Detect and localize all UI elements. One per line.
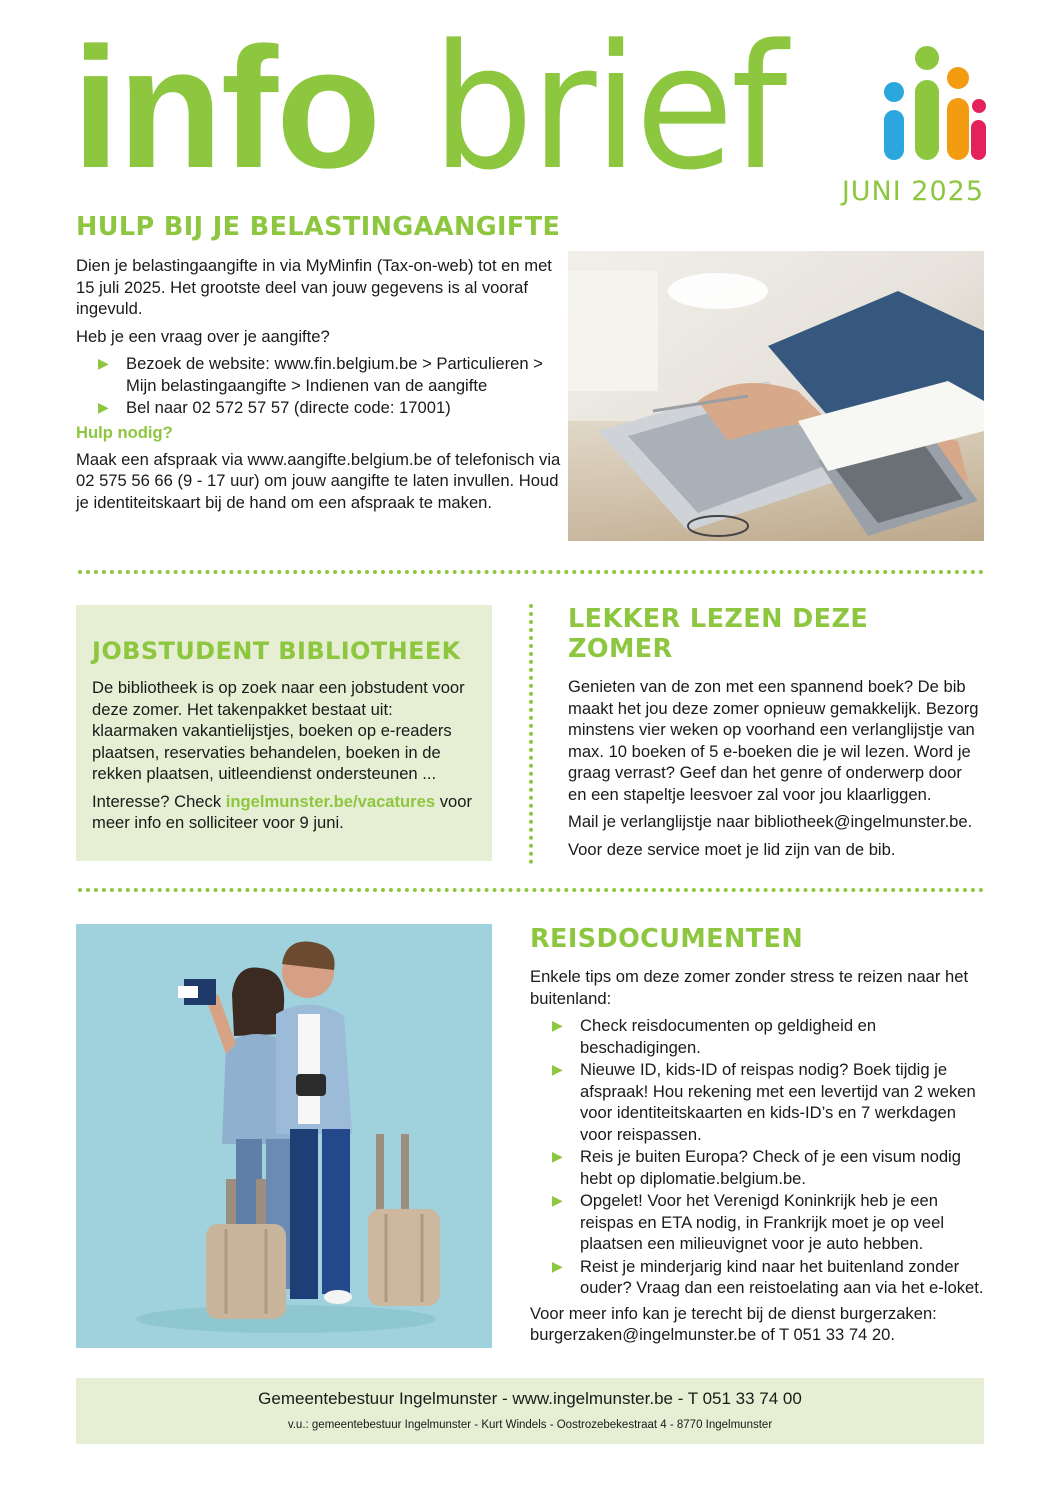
tax-paragraph-3: Maak een afspraak via www.aangifte.belgium.be of telefonisch via 02 575 56 66 (9 - 17 uur) om jouw aangifte te laten invullen. Houd je identiteitskaart bij de hand om een afspraak te maken. <box>76 449 561 512</box>
travel-photo <box>76 924 492 1348</box>
people-logo-icon <box>880 44 986 162</box>
bullet-arrow-icon: ▶ <box>552 1061 563 1077</box>
travel-section <box>530 924 986 1352</box>
list-item: ▶ Bel naar 02 572 57 57 (directe code: 17001) <box>98 398 451 417</box>
tax-bullet-list <box>76 353 566 419</box>
list-item: ▶ Reist je minderjarig kind naar het buitenland zonder ouder? Vraag dan een reistoelating aan via het e-loket. <box>552 1256 984 1297</box>
reading-paragraph-2: Mail je verlanglijstje naar bibliotheek@ingelmunster.be. <box>568 812 973 831</box>
bullet-arrow-icon: ▶ <box>98 399 109 415</box>
travel-paragraph-1: Enkele tips om deze zomer zonder stress te reizen naar het buitenland: <box>530 967 969 1008</box>
masthead-title-bold: info <box>72 12 380 204</box>
issue-date: JUNI 2025 <box>841 176 984 207</box>
footer-publisher: v.u.: gemeentebestuur Ingelmunster - Kurt Windels - Oostrozebekestraat 4 - 8770 Ingelmunster <box>287 1419 773 1431</box>
jobstudent-heading: JOBSTUDENT BIBLIOTHEEK <box>92 637 461 665</box>
bullet-arrow-icon: ▶ <box>552 1257 563 1274</box>
tax-paragraph-1: Dien je belastingaangifte in via MyMinfin (Tax-on-web) tot en met 15 juli 2025. Het grootste deel van jouw gegevens is al vooraf ingevuld. <box>76 256 552 318</box>
column-divider <box>529 604 533 864</box>
bullet-arrow-icon: ▶ <box>98 355 109 371</box>
jobstudent-paragraph-2: Interesse? Check ingelmunster.be/vacatures voor meer info en solliciteer voor 9 juni. <box>92 791 472 832</box>
section-divider <box>78 570 984 574</box>
list-item: ▶ Opgelet! Voor het Verenigd Koninkrijk heb je een reispas en ETA nodig, in Frankrijk moet je op veel plaatsen een milieuvignet voor je auto hebben. <box>552 1191 945 1253</box>
vacatures-link[interactable]: ingelmunster.be/vacatures <box>225 791 436 811</box>
list-item: ▶ Bezoek de website: www.fin.belgium.be > Particulieren > Mijn belastingaangifte > Indienen van de aangifte <box>98 354 543 395</box>
reading-heading: LEKKER LEZEN DEZE ZOMER <box>568 604 869 664</box>
footer <box>76 1378 984 1444</box>
tax-photo <box>568 251 984 541</box>
tax-heading: HULP BIJ JE BELASTINGAANGIFTE <box>76 212 561 242</box>
tax-paragraph-2: Heb je een vraag over je aangifte? <box>76 326 330 346</box>
list-item: ▶ Nieuwe ID, kids-ID of reispas nodig? Boek tijdig je afspraak! Hou rekening met een levertijd van 2 weken voor identiteitskaarten en kids-ID’s en 7 werkdagen voor reispassen. <box>552 1060 976 1144</box>
list-item: ▶ Reis je buiten Europa? Check of je een visum nodig hebt op diplomatie.belgium.be. <box>552 1147 961 1188</box>
section-divider <box>78 888 984 892</box>
tax-section <box>76 212 566 519</box>
jobstudent-paragraph-1: De bibliotheek is op zoek naar een jobstudent voor deze zomer. Het takenpakket bestaat uit: klaarmaken vakantielijstjes, boeken op e-readers plaatsen, reservaties behandelen, boeken in de rekken plaatsen, uitleendienst ondersteunen ... <box>92 678 465 783</box>
reading-section <box>568 604 982 866</box>
footer-contact: Gemeentebestuur Ingelmunster - www.ingelmunster.be - T 051 33 74 00 <box>258 1389 802 1408</box>
bullet-arrow-icon: ▶ <box>552 1148 563 1164</box>
reading-paragraph-1: Genieten van de zon met een spannend boek? De bib maakt het jou deze zomer opnieuw gemakkelijk. Bezorg minstens vier weken op voorhand een verlanglijstje van max. 10 boeken of 5 e-boeken die je wil lezen. Word je graag verrast? Geef dan het genre of onderwerp door en een stapeltje leesvoer zal voor jou klaarliggen. <box>568 677 979 804</box>
bullet-arrow-icon: ▶ <box>552 1017 563 1033</box>
travel-paragraph-2: Voor meer info kan je terecht bij de dienst burgerzaken: burgerzaken@ingelmunster.be of T 051 33 74 20. <box>530 1303 937 1344</box>
travel-heading: REISDOCUMENTEN <box>530 924 804 954</box>
bullet-arrow-icon: ▶ <box>552 1192 563 1208</box>
reading-paragraph-3: Voor deze service moet je lid zijn van de bib. <box>568 839 896 859</box>
list-item: ▶ Check reisdocumenten op geldigheid en beschadigingen. <box>552 1016 877 1057</box>
travel-bullet-list <box>530 1015 986 1299</box>
jobstudent-panel <box>76 605 492 861</box>
masthead-title-light: brief <box>432 7 785 208</box>
tax-subheading: Hulp nodig? <box>76 422 173 442</box>
